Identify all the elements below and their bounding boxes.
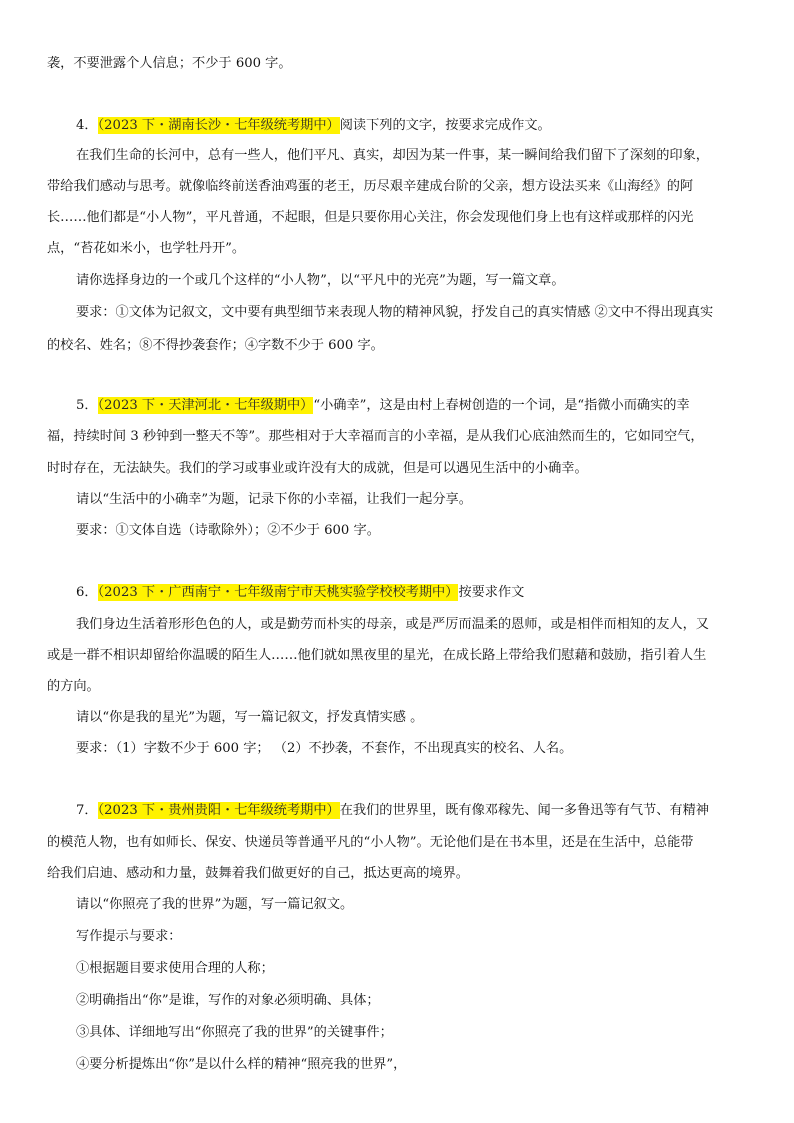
paragraph-line: 时时存在，无法缺失。我们的学习或事业或许没有大的成就，但是可以遇见生活中的小确幸。: [47, 461, 588, 476]
paragraph-line: 我们身边生活着形形色色的人，或是勤劳而朴实的母亲，或是严厉而温柔的恩师，或是相伴而相知的友人，又: [76, 617, 709, 632]
tips-item: ④要分析提炼出“你”是以什么样的精神“照亮我的世界”，: [76, 1057, 407, 1072]
source-tag: （2023 下・天津河北・七年级期中）: [97, 398, 314, 413]
requirements-line: 要求：①文体自选（诗歌除外）；②不少于 600 字。: [76, 523, 380, 538]
tips-item: ③具体、详细地写出“你照亮了我的世界”的关键事件；: [76, 1025, 393, 1040]
tips-heading: 写作提示与要求：: [76, 929, 182, 944]
requirements-line: 要求：①文体为记叙文，文中要有典型细节来表现人物的精神风貌，抒发自己的真实情感 ②文中不得出现真实: [76, 305, 714, 320]
requirements-line: 的校名、姓名；⑧不得抄袭套作；④字数不少于 600 字。: [47, 338, 384, 353]
source-tag: （2023 下・贵州贵阳・七年级统考期中）: [97, 803, 340, 818]
paragraph-line: 请以“你是我的星光”为题，写一篇记叙文，抒发真情实感 。: [76, 710, 424, 725]
paragraph-line: 的方向。: [47, 679, 100, 694]
question-7-header: [76, 802, 756, 820]
paragraph-line: 福，持续时间 3 秒钟到一整天不等”。那些相对于大幸福而言的小幸福，是从我们心底油然而生的，它如同空气，: [47, 429, 704, 444]
paragraph-line: 请以“生活中的小确幸”为题，记录下你的小幸福，让我们一起分享。: [76, 492, 472, 507]
question-number: 6．: [76, 585, 98, 600]
paragraph-line: 点，“苔花如米小，也学牡丹开”。: [47, 241, 246, 256]
paragraph-line: 请你选择身边的一个或几个这样的“小人物”，以“平凡中的光亮”为题，写一篇文章。: [76, 273, 565, 288]
tips-item: ②明确指出“你”是谁，写作的对象必须明确、具体；: [76, 993, 380, 1008]
paragraph-line: 或是一群不相识却留给你温暖的陌生人……他们就如黑夜里的星光，在成长路上带给我们慰藉和鼓励，指引着人生: [47, 648, 707, 663]
question-prompt: 按要求作文: [458, 585, 525, 600]
question-prompt: “小确幸”，这是由村上春树创造的一个词，是“指微小而确实的幸: [313, 398, 690, 413]
paragraph-line: 带给我们感动与思考。就像临终前送香油鸡蛋的老王，历尽艰辛建成台阶的父亲，想方设法买来《山海经》的阿: [47, 179, 694, 194]
source-tag: （2023 下・广西南宁・七年级南宁市天桃实验学校校考期中）: [97, 585, 459, 600]
tips-item: ①根据题目要求使用合理的人称；: [76, 961, 274, 976]
paragraph-line: 的模范人物，也有如师长、保安、快递员等普通平凡的“小人物”。无论他们是在书本里，还是在生活中，总能带: [47, 835, 694, 850]
question-6-header: [76, 584, 756, 602]
question-number: 4．: [76, 118, 98, 133]
paragraph-line: 在我们生命的长河中，总有一些人，他们平凡、真实，却因为某一件事，某一瞬间给我们留下了深刻的印象，: [76, 148, 709, 163]
question-prompt: 在我们的世界里，既有像邓稼先、闻一多鲁迅等有气节、有精神: [339, 803, 709, 818]
paragraph-line: 袭，不要泄露个人信息；不少于 600 字。: [47, 56, 292, 71]
question-number: 5．: [76, 398, 98, 413]
source-tag: （2023 下・湖南长沙・七年级统考期中）: [97, 118, 340, 133]
requirements-line: 要求：（1）字数不少于 600 字； （2）不抄袭，不套作，不出现真实的校名、人名。: [76, 741, 573, 756]
question-number: 7．: [76, 803, 98, 818]
question-4-header: [76, 117, 756, 135]
question-5-header: [76, 397, 756, 415]
paragraph-line: 给我们启迪、感动和力量，鼓舞着我们做更好的自己，抵达更高的境界。: [47, 866, 469, 881]
question-prompt: 阅读下列的文字，按要求完成作文。: [339, 118, 551, 133]
paragraph-line: 请以“你照亮了我的世界”为题，写一篇记叙文。: [76, 897, 354, 912]
paragraph-line: 长……他们都是“小人物”，平凡普通，不起眼，但是只要你用心关注，你会发现他们身上也有这样或那样的闪光: [47, 210, 694, 225]
